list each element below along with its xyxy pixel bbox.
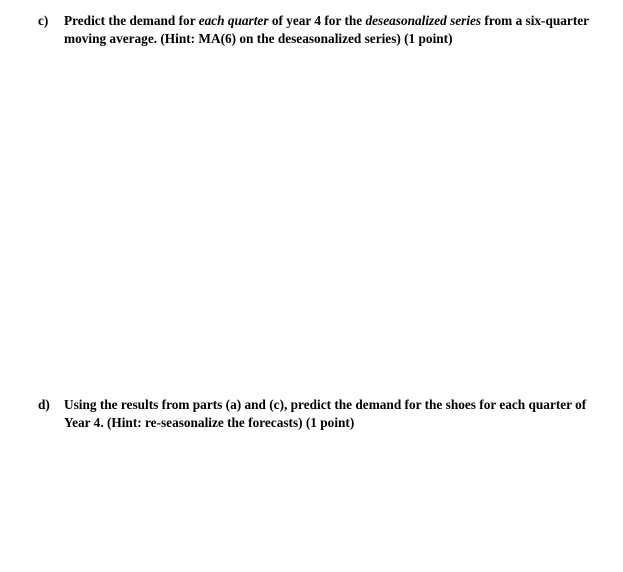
question-d bbox=[38, 396, 598, 432]
question-c-text-part-2: of year 4 for the bbox=[268, 13, 366, 28]
question-c-italic-each-quarter: each quarter bbox=[198, 13, 269, 28]
question-d-label: d) bbox=[38, 397, 50, 412]
question-c-label: c) bbox=[38, 13, 49, 28]
question-d-text: Using the results from parts (a) and (c), predict the demand for the shoes for each quarter of Year 4. (Hint: re-seasonalize the forecasts) (1 point) bbox=[64, 397, 587, 430]
question-c-italic-deseasonalized-series: deseasonalized series bbox=[365, 13, 482, 28]
question-c-text-part-1: Predict the demand for bbox=[64, 13, 199, 28]
question-c bbox=[38, 12, 598, 48]
question-c-text-part-3: from a six-quarter moving average. (Hint: MA(6) on the deseasonalized series) (1 point) bbox=[64, 13, 589, 46]
question-c-text bbox=[64, 12, 598, 48]
